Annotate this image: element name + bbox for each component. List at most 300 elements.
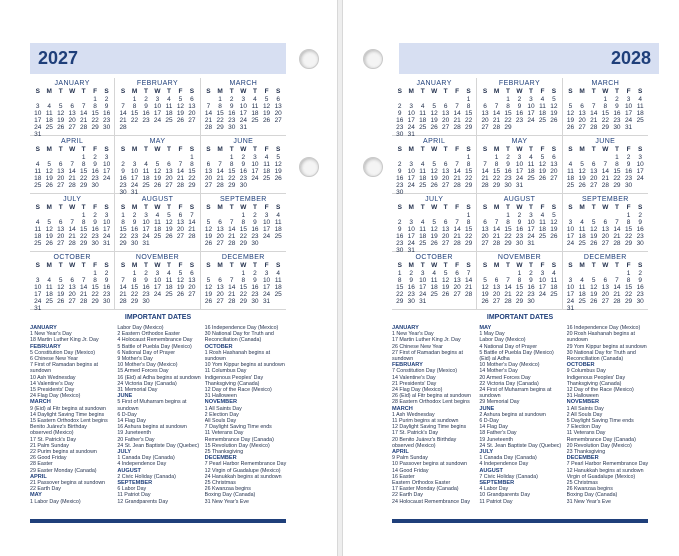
- event-item: 14 Good Friday: [392, 467, 429, 474]
- day-number: 14: [453, 226, 461, 233]
- weekday-header: T: [614, 262, 619, 269]
- day-number: 30: [515, 240, 524, 247]
- day-number: 18: [142, 175, 150, 182]
- month-name: DECEMBER: [583, 254, 627, 261]
- day-number: 1: [81, 212, 86, 219]
- event-month-heading: SEPTEMBER: [117, 480, 153, 487]
- weekday-header: T: [443, 146, 448, 153]
- event-item: 31 Halloween: [204, 393, 237, 400]
- day-number: 24: [527, 233, 535, 240]
- day-number: 25: [34, 182, 42, 189]
- day-number: 22: [216, 117, 224, 124]
- month-april: [392, 136, 477, 194]
- weekday-header: S: [568, 204, 573, 211]
- day-number: 21: [204, 117, 213, 124]
- day-number: 3: [409, 219, 414, 226]
- day-number: 9: [409, 277, 414, 284]
- day-number: 2: [104, 270, 109, 277]
- day-number: 16: [142, 284, 150, 291]
- weekday-header: W: [602, 204, 609, 211]
- month-name: MARCH: [229, 80, 258, 87]
- important-dates-list: [392, 325, 650, 505]
- day-number: 25: [165, 291, 173, 298]
- day-number: 12: [153, 168, 162, 175]
- day-number: 18: [274, 226, 282, 233]
- day-number: 4: [35, 161, 40, 168]
- month-name: NOVEMBER: [497, 254, 542, 261]
- weekday-header: T: [58, 204, 63, 211]
- weekday-header: S: [466, 146, 471, 153]
- day-number: 22: [228, 175, 236, 182]
- day-number: 19: [274, 168, 282, 175]
- day-number: 10: [538, 277, 547, 284]
- event-item: 29 Easter Monday (Canada): [30, 467, 97, 474]
- weekday-header: T: [614, 146, 619, 153]
- day-number: 30: [130, 240, 139, 247]
- day-number: 10: [407, 226, 415, 233]
- day-number: 12: [57, 110, 65, 117]
- day-number: 3: [264, 270, 269, 277]
- day-number: 9: [144, 277, 148, 284]
- day-number: 2: [409, 270, 414, 277]
- weekday-header: T: [420, 262, 425, 269]
- event-item: 14 Daylight Saving Time begins: [30, 411, 105, 418]
- day-number: 22: [396, 291, 404, 298]
- day-number: 11: [274, 277, 282, 284]
- day-number: 19: [45, 233, 53, 240]
- day-number: 23: [130, 233, 139, 240]
- day-number: 6: [70, 277, 74, 284]
- day-number: 24: [407, 182, 415, 189]
- day-number: 20: [481, 233, 489, 240]
- day-number: 16: [228, 110, 236, 117]
- blank-day: [43, 212, 54, 219]
- month-name: APRIL: [423, 138, 446, 145]
- day-number: 15: [239, 284, 247, 291]
- day-number: 26: [550, 233, 558, 240]
- day-number: 20: [188, 284, 196, 291]
- event-item: 18 Father's Day: [479, 430, 517, 437]
- weekday-header: T: [81, 262, 86, 269]
- event-item: 7 First of Ramadan begins at: [30, 362, 99, 369]
- day-number: 23: [504, 175, 512, 182]
- month-june: [563, 136, 648, 194]
- weekday-header: W: [431, 262, 438, 269]
- day-number: 15: [492, 168, 501, 175]
- event-item: 1 May Day: [479, 331, 505, 338]
- day-number: 8: [494, 161, 499, 168]
- weekday-header: S: [104, 88, 109, 95]
- blank-day: [140, 154, 151, 161]
- day-number: 10: [262, 277, 271, 284]
- day-number: 21: [481, 175, 489, 182]
- day-number: 22: [80, 233, 88, 240]
- weekday-header: M: [408, 204, 414, 211]
- day-number: 28: [80, 124, 88, 131]
- month-july: [30, 194, 115, 252]
- day-number: 6: [603, 277, 608, 284]
- day-number: 8: [397, 277, 402, 284]
- day-number: 16: [251, 284, 259, 291]
- day-number: 18: [165, 110, 173, 117]
- day-number: 4: [540, 96, 545, 103]
- weekday-header: S: [189, 88, 195, 95]
- day-number: 24: [102, 233, 111, 240]
- day-number: 25: [274, 233, 282, 240]
- day-number: 15: [80, 226, 88, 233]
- weekday-header: T: [229, 146, 234, 153]
- day-number: 23: [396, 182, 404, 189]
- day-number: 28: [228, 298, 236, 305]
- day-number: 5: [155, 161, 160, 168]
- weekday-header: M: [493, 88, 500, 95]
- day-number: 24: [566, 240, 575, 247]
- day-number: 12: [204, 284, 213, 291]
- event-month-heading: AUGUST: [117, 467, 141, 474]
- day-number: 20: [216, 233, 224, 240]
- day-grid: [394, 146, 474, 196]
- event-item: observed (Mexico): [392, 442, 436, 449]
- event-item: 26 Kwanzaa begins: [204, 486, 251, 493]
- day-number: 1: [626, 270, 631, 277]
- day-number: 5: [591, 219, 596, 226]
- day-number: 22: [80, 175, 88, 182]
- day-number: 15: [216, 110, 224, 117]
- day-number: 9: [93, 161, 97, 168]
- day-number: 29: [91, 298, 99, 305]
- blank-day: [66, 212, 77, 219]
- day-number: 25: [527, 175, 535, 182]
- day-number: 10: [262, 219, 271, 226]
- month-december: [563, 252, 648, 310]
- blank-day: [43, 154, 54, 161]
- event-item: 26 Kwanzaa begins: [566, 486, 613, 493]
- weekday-header: S: [276, 146, 281, 153]
- weekday-header: T: [614, 88, 619, 95]
- day-grid: [479, 204, 559, 247]
- day-number: 10: [239, 103, 247, 110]
- event-item: 16 Easter: [392, 473, 415, 480]
- blank-day: [576, 154, 588, 161]
- blank-day: [451, 96, 462, 103]
- day-number: 2: [229, 96, 234, 103]
- day-number: 19: [204, 233, 213, 240]
- day-number: 28: [453, 182, 461, 189]
- day-grid: [565, 204, 646, 247]
- weekday-header: W: [240, 146, 247, 153]
- day-number: 26: [45, 240, 53, 247]
- day-number: 21: [492, 233, 501, 240]
- day-number: 10: [624, 103, 633, 110]
- day-number: 2: [397, 219, 402, 226]
- day-number: 9: [241, 161, 246, 168]
- blank-day: [600, 270, 612, 277]
- weekday-header: S: [638, 204, 643, 211]
- day-number: 5: [568, 103, 573, 110]
- day-number: 8: [626, 219, 631, 226]
- day-number: 23: [102, 117, 111, 124]
- year-title: 2027: [38, 48, 79, 68]
- day-number: 19: [57, 117, 65, 124]
- weekday-header: S: [466, 262, 471, 269]
- day-number: 1: [506, 96, 510, 103]
- event-item: 25 Thanksgiving: [204, 449, 244, 456]
- day-number: 4: [420, 161, 425, 168]
- day-number: 9: [397, 226, 402, 233]
- event-item: 18 Martin Luther King Jr. Day: [30, 337, 99, 344]
- event-month-heading: OCTOBER: [204, 343, 233, 350]
- day-number: 27: [216, 240, 224, 247]
- day-number: 18: [165, 284, 173, 291]
- day-number: 12: [165, 219, 173, 226]
- blank-day: [440, 154, 451, 161]
- day-number: 3: [540, 270, 545, 277]
- day-number: 23: [515, 233, 524, 240]
- event-month-heading: SEPTEMBER: [479, 480, 515, 487]
- day-number: 30: [613, 124, 621, 131]
- day-number: 18: [153, 226, 162, 233]
- day-number: 12: [204, 226, 213, 233]
- day-number: 11: [419, 226, 427, 233]
- day-number: 22: [464, 117, 473, 124]
- day-number: 14: [119, 284, 127, 291]
- day-number: 15: [504, 226, 512, 233]
- event-item: 22 Earth Day: [30, 486, 61, 493]
- day-number: 20: [68, 117, 76, 124]
- day-number: 25: [636, 117, 644, 124]
- day-number: 24: [142, 233, 150, 240]
- day-number: 18: [34, 175, 42, 182]
- day-number: 9: [517, 219, 522, 226]
- day-grid: [117, 262, 197, 305]
- day-number: 10: [251, 161, 259, 168]
- blank-day: [451, 154, 462, 161]
- day-number: 4: [552, 270, 556, 277]
- day-number: 18: [430, 284, 438, 291]
- weekday-header: M: [46, 204, 52, 211]
- day-number: 8: [132, 277, 137, 284]
- day-grid: [479, 146, 559, 189]
- day-number: 6: [443, 219, 448, 226]
- blank-day: [576, 212, 588, 219]
- day-number: 11: [251, 103, 259, 110]
- blank-day: [440, 212, 451, 219]
- event-item: 25 Christmas: [204, 480, 236, 487]
- day-number: 11: [636, 103, 644, 110]
- day-number: 8: [626, 277, 631, 284]
- blank-day: [576, 270, 588, 277]
- day-number: 17: [262, 284, 271, 291]
- day-number: 9: [253, 277, 257, 284]
- day-number: 9: [132, 219, 137, 226]
- day-number: 18: [566, 175, 575, 182]
- day-number: 4: [47, 103, 52, 110]
- day-number: 6: [167, 161, 171, 168]
- day-number: 1: [626, 212, 631, 219]
- day-number: 14: [601, 168, 609, 175]
- day-number: 2: [93, 212, 97, 219]
- day-number: 25: [153, 233, 162, 240]
- day-number: 29: [396, 298, 404, 305]
- day-number: 7: [506, 277, 510, 284]
- day-number: 5: [58, 103, 63, 110]
- event-month-heading: OCTOBER: [566, 362, 595, 369]
- blank-day: [152, 154, 163, 161]
- event-item: 26 Good Friday: [30, 455, 67, 462]
- event-item: sundown: [566, 337, 588, 344]
- day-number: 17: [515, 168, 524, 175]
- day-number: 19: [442, 284, 450, 291]
- event-item: 9 (Eid) al Fitr begins at sundown: [30, 405, 106, 412]
- day-number: 26: [550, 117, 558, 124]
- day-number: 21: [590, 117, 598, 124]
- blank-day: [479, 96, 490, 103]
- blank-day: [576, 96, 588, 103]
- day-number: 22: [130, 117, 139, 124]
- blank-day: [440, 96, 451, 103]
- day-number: 4: [529, 154, 533, 161]
- day-number: 13: [442, 110, 450, 117]
- day-number: 3: [35, 103, 40, 110]
- blank-day: [600, 154, 612, 161]
- bottom-rule: [30, 519, 286, 523]
- weekday-header: T: [144, 146, 148, 153]
- weekday-header: M: [131, 146, 138, 153]
- day-number: 13: [204, 168, 213, 175]
- event-item: 24 Hanukkah begins at sundown: [204, 473, 282, 480]
- weekday-header: F: [455, 204, 460, 211]
- weekday-header: F: [540, 204, 545, 211]
- day-number: 12: [262, 103, 271, 110]
- event-item: Thanksgiving (Canada): [204, 380, 260, 387]
- day-number: 14: [188, 219, 196, 226]
- day-number: 15: [91, 110, 99, 117]
- day-number: 6: [580, 103, 584, 110]
- day-number: 20: [578, 117, 586, 124]
- year-title: 2028: [610, 48, 651, 68]
- day-number: 15: [91, 284, 99, 291]
- day-number: 10: [407, 168, 415, 175]
- day-number: 6: [276, 96, 280, 103]
- weekday-header: W: [431, 204, 438, 211]
- day-number: 5: [432, 161, 436, 168]
- day-number: 19: [590, 233, 598, 240]
- day-number: 25: [566, 182, 575, 189]
- day-number: 23: [251, 291, 259, 298]
- event-item: 31 New Year's Eve: [204, 498, 249, 505]
- day-number: 23: [624, 175, 633, 182]
- day-number: 13: [274, 103, 282, 110]
- day-number: 3: [35, 277, 40, 284]
- day-grid: [117, 146, 197, 196]
- day-number: 14: [453, 110, 461, 117]
- day-number: 23: [142, 291, 150, 298]
- blank-day: [129, 154, 140, 161]
- day-number: 16: [613, 110, 621, 117]
- weekday-header: M: [46, 88, 52, 95]
- day-number: 24: [239, 117, 247, 124]
- event-item: 5 Battle of Puebla Day (Mexico): [479, 349, 554, 356]
- day-number: 19: [176, 110, 185, 117]
- blank-day: [117, 154, 128, 161]
- day-number: 21: [228, 291, 236, 298]
- day-number: 1: [615, 154, 619, 161]
- day-number: 27: [492, 298, 501, 305]
- event-month-heading: JANUARY: [392, 325, 419, 331]
- month-name: MAY: [511, 138, 528, 145]
- blank-day: [565, 212, 577, 219]
- blank-day: [600, 212, 612, 219]
- event-item: 9 Mother's Day: [117, 356, 153, 363]
- day-number: 11: [527, 161, 535, 168]
- event-item: 22 Victoria Day (Canada): [479, 380, 539, 387]
- weekday-header: M: [217, 204, 223, 211]
- day-number: 8: [81, 219, 86, 226]
- day-number: 16: [636, 284, 644, 291]
- day-number: 12: [481, 284, 489, 291]
- event-item: 6 D-Day: [479, 418, 499, 425]
- day-number: 27: [176, 233, 185, 240]
- day-number: 19: [57, 291, 65, 298]
- event-item: 10 Mother's Day (Mexico): [117, 362, 178, 369]
- day-number: 6: [70, 103, 74, 110]
- day-number: 9: [506, 161, 510, 168]
- weekday-header: W: [516, 88, 523, 95]
- day-number: 9: [626, 161, 631, 168]
- event-item: 5 Battle of Puebla Day (Mexico): [117, 343, 192, 350]
- day-number: 31: [624, 124, 633, 131]
- day-number: 31: [34, 131, 42, 138]
- day-number: 23: [91, 233, 99, 240]
- day-number: 16: [91, 168, 99, 175]
- day-number: 28: [453, 124, 461, 131]
- weekday-header: T: [252, 88, 257, 95]
- weekday-header: S: [276, 204, 281, 211]
- day-number: 8: [229, 161, 234, 168]
- day-number: 2: [506, 154, 510, 161]
- day-number: 21: [504, 291, 512, 298]
- day-number: 9: [397, 168, 402, 175]
- weekday-header: S: [551, 146, 557, 153]
- day-number: 21: [80, 117, 88, 124]
- day-number: 23: [228, 117, 236, 124]
- day-number: 8: [190, 161, 194, 168]
- weekday-header: T: [528, 146, 533, 153]
- weekday-header: S: [189, 262, 195, 269]
- day-number: 27: [442, 124, 450, 131]
- day-number: 27: [188, 291, 196, 298]
- day-number: 24: [153, 117, 162, 124]
- blank-day: [479, 212, 490, 219]
- month-name: JUNE: [233, 138, 254, 145]
- day-number: 21: [453, 175, 461, 182]
- weekday-header: M: [131, 88, 138, 95]
- day-number: 11: [419, 168, 427, 175]
- weekday-header: S: [35, 146, 40, 153]
- day-number: 1: [121, 212, 125, 219]
- weekday-header: T: [528, 262, 533, 269]
- day-number: 28: [188, 233, 196, 240]
- day-number: 1: [466, 96, 471, 103]
- day-number: 19: [262, 110, 271, 117]
- day-number: 20: [188, 110, 196, 117]
- day-number: 22: [624, 233, 633, 240]
- day-number: 9: [615, 103, 619, 110]
- weekday-header: S: [120, 88, 126, 95]
- day-number: 20: [550, 168, 558, 175]
- event-item: 16 (Eid) al Adha begins at sundown: [117, 374, 201, 381]
- blank-day: [479, 154, 490, 161]
